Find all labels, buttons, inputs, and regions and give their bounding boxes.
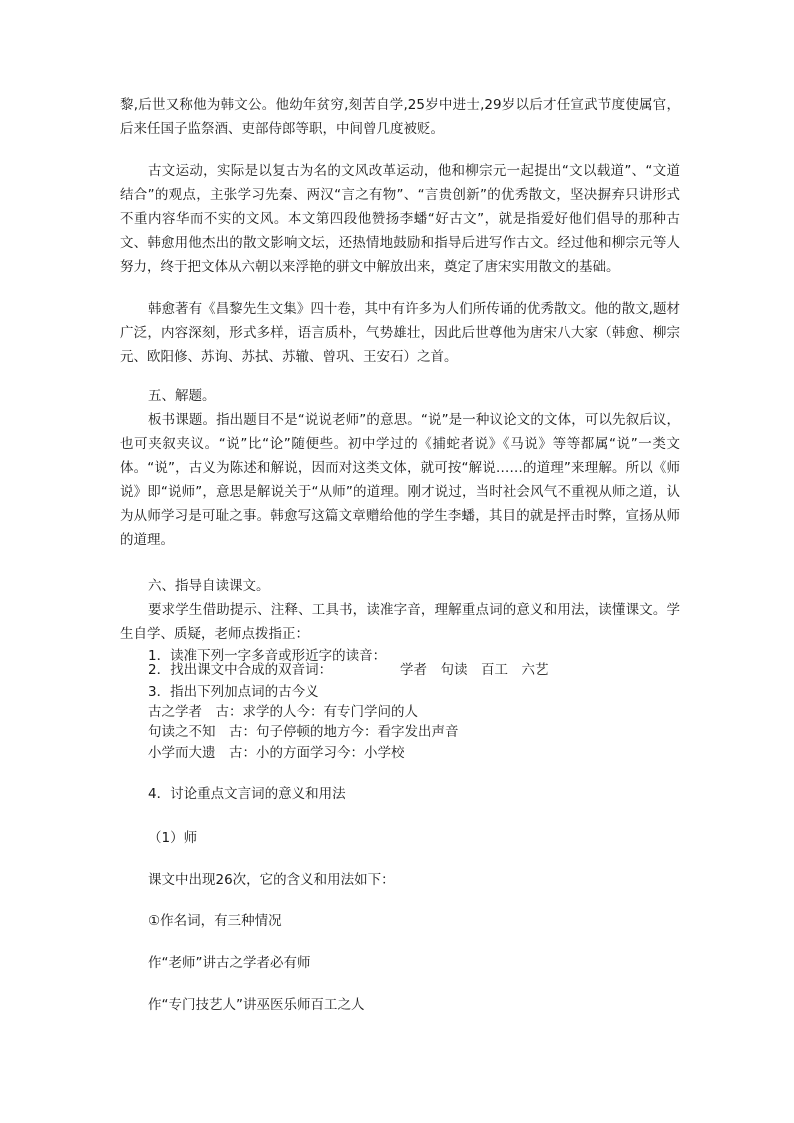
usage-noun-teacher: 作“老师”讲古之学者必有师 <box>148 955 311 971</box>
section-heading-jieti: 五、解题。 <box>148 388 216 404</box>
paragraph-guwen-movement: 古文运动，实际是以复古为名的文风改革运动，他和柳宗元一起提出“文以载道”、“文道结合”的观点，主张学习先秦、两汉“言之有物”、“言贵创新”的优秀散文，坚决摒弃只讲形式不重内容华而不实的文风。本文第四段他赞扬李蟠“好古文”，就是指爱好他们倡导的那种古文、韩愈用他杰出的散文影响文坛，还热情地鼓励和指导后进写作古文。经过他和柳宗元等人努力，终于把文体从六朝以来浮艳的骈文中解放出来，奠定了唐宋实用散文的基础。 <box>120 163 680 275</box>
usage-noun-craftsman: 作“专门技艺人”讲巫医乐师百工之人 <box>148 997 365 1013</box>
list-item-4: 4．讨论重点文言词的意义和用法 <box>148 786 346 802</box>
shi-count-text: 课文中出现26次，它的含义和用法如下： <box>148 872 395 888</box>
list-item-2-label: 2．找出课文中合成的双音词： <box>148 662 333 678</box>
paragraph-zidu: 要求学生借助提示、注释、工具书，读准字音，理解重点词的意义和用法，读懂课文。学生自学、质疑，老师点拨指正： <box>120 602 680 642</box>
sub-item-shi: （1）师 <box>148 830 198 846</box>
gujin-row-2: 句读之不知 古：句子停顿的地方今：看字发出声音 <box>148 724 459 740</box>
paragraph-biography: 黎,后世又称他为韩文公。他幼年贫穷,刻苦自学,25岁中进士,29岁以后才任宣武节度使属官，后来任国子监祭酒、吏部侍郎等职，中间曾几度被贬。 <box>120 97 680 137</box>
list-item-1: 1．读准下列一字多音或形近字的读音： <box>148 648 387 664</box>
list-item-2 <box>148 658 332 682</box>
paragraph-jieti: 板书课题。指出题目不是“说说老师”的意思。“说”是一种议论文的文体，可以先叙后议，也可夹叙夹议。“说”比“论”随便些。初中学过的《捕蛇者说》《马说》等等都属“说”一类文体。“说”，古义为陈述和解说，因而对这类文体，就可按“解说……的道理”来理解。所以《师说》即“说师”，意思是解说关于“从师”的道理。刚才说过，当时社会风气不重视从师之道，认为从师学习是可耻之事。韩愈写这篇文章赠给他的学生李蟠，其目的就是抨击时弊，宣扬从师的道理。 <box>120 412 680 548</box>
gujin-row-1: 古之学者 古：求学的人今：有专门学问的人 <box>148 704 418 720</box>
section-heading-zidu: 六、指导自读课文。 <box>148 578 270 594</box>
usage-noun: ①作名词，有三种情况 <box>148 913 282 929</box>
list-item-2-words: 学者 句读 百工 六艺 <box>400 662 549 678</box>
gujin-row-3: 小学而大遗 古：小的方面学习今：小学校 <box>148 745 405 761</box>
list-item-3: 3．指出下列加点词的古今义 <box>148 684 319 700</box>
paragraph-works: 韩愈著有《昌黎先生文集》四十卷，其中有许多为人们所传诵的优秀散文。他的散文,题材广泛，内容深刻，形式多样，语言质朴，气势雄壮，因此后世尊他为唐宋八大家（韩愈、柳宗元、欧阳修、苏询、苏拭、苏辙、曾巩、王安石）之首。 <box>120 301 680 365</box>
